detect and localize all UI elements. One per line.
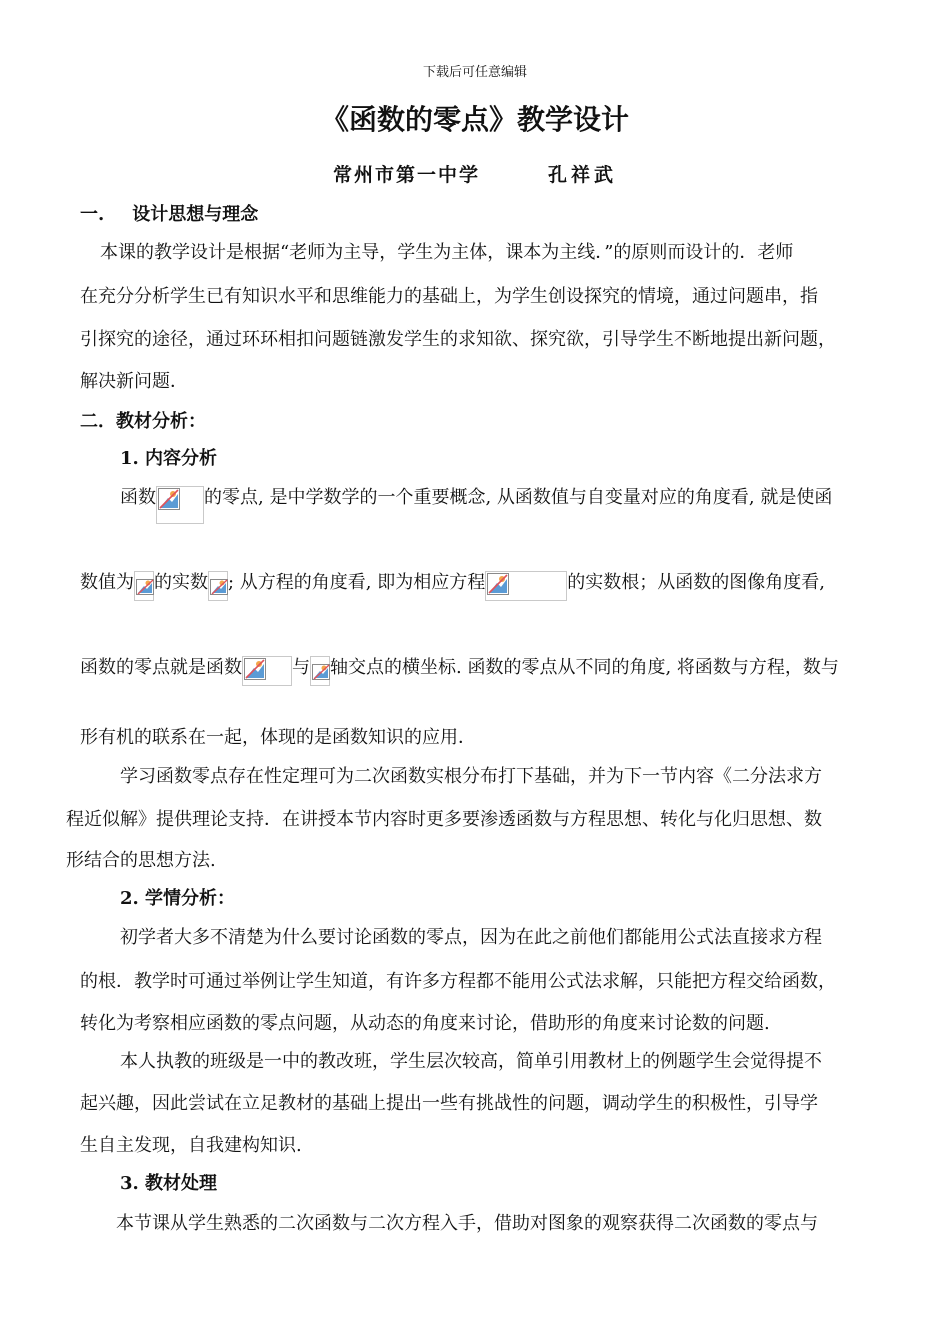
paragraph-line: 程近似解》提供理论支持．在讲授本节内容时更多要渗透函数与方程思想、转化与化归思想、数 [66, 809, 822, 830]
paragraph-line: 本人执教的班级是一中的教改班，学生层次较高，简单引用教材上的例题学生会觉得提不 [120, 1051, 822, 1072]
section1-heading-num: 一. [80, 204, 105, 225]
paragraph-line: 引探究的途径，通过环环相扣问题链激发学生的求知欲、探究欲，引导学生不断地提出新问题， [80, 329, 836, 350]
section2-heading: 二．教材分析： [80, 411, 206, 432]
section1-heading [80, 203, 258, 227]
content-line-2 [80, 571, 825, 601]
text-run: 轴交点的横坐标. 函数的零点从不同的角度, 将函数与方程，数与 [330, 657, 839, 678]
text-run: 数值为 [80, 572, 134, 593]
paragraph-line: 生自主发现，自我建构知识. [80, 1135, 302, 1156]
text-run: 的实数根；从函数的图像角度看, [567, 572, 825, 593]
paragraph-line: 初学者大多不清楚为什么要讨论函数的零点，因为在此之前他们都能用公式法直接求方程 [120, 927, 822, 948]
broken-image-icon [485, 571, 567, 601]
paragraph-line: 形结合的思想方法. [66, 850, 216, 871]
broken-image-icon [134, 571, 154, 601]
author-name: 孔祥武 [548, 164, 618, 186]
paragraph-line: 起兴趣，因此尝试在立足教材的基础上提出一些有挑战性的问题，调动学生的积极性，引导学 [80, 1093, 818, 1114]
paragraph-line: 的根．教学时可通过举例让学生知道，有许多方程都不能用公式法求解，只能把方程交给函数， [80, 971, 836, 992]
paragraph-line: 本课的教学设计是根据“老师为主导，学生为主体，课本为主线．”的原则而设计的．老师 [100, 242, 794, 263]
content-line-3 [80, 656, 839, 686]
author-school: 常州市第一中学 [332, 164, 480, 186]
paragraph-line: 本节课从学生熟悉的二次函数与二次方程入手，借助对图象的观察获得二次函数的零点与 [116, 1213, 818, 1234]
broken-image-icon [242, 656, 292, 686]
text-run: 的实数 [154, 572, 208, 593]
author-line [0, 163, 950, 187]
text-run: 与 [292, 657, 310, 678]
paragraph-line: 转化为考察相应函数的零点问题，从动态的角度来讨论，借助形的角度来讨论数的问题. [80, 1013, 770, 1034]
broken-image-icon [156, 486, 204, 524]
section1-heading-text: 设计思想与理念 [132, 204, 259, 225]
broken-image-icon [310, 656, 330, 686]
text-run: 的零点, 是中学数学的一个重要概念, 从函数值与自变量对应的角度看, 就是使函 [204, 487, 833, 508]
text-run: ; 从方程的角度看, 即为相应方程 [228, 572, 486, 593]
header-note: 下载后可任意编辑 [422, 65, 527, 80]
broken-image-icon [208, 571, 228, 601]
sub3-heading: 3. 教材处理 [120, 1173, 218, 1194]
page-title: 《函数的零点》教学设计 [320, 103, 629, 136]
sub1-heading: 1. 内容分析 [120, 448, 218, 469]
paragraph-line: 在充分分析学生已有知识水平和思维能力的基础上，为学生创设探究的情境，通过问题串，指 [80, 286, 818, 307]
paragraph-line: 学习函数零点存在性定理可为二次函数实根分布打下基础，并为下一节内容《二分法求方 [120, 766, 822, 787]
text-run: 函数 [120, 487, 156, 508]
text-run: 函数的零点就是函数 [80, 657, 242, 678]
paragraph-line: 解决新问题． [80, 371, 188, 392]
sub2-heading: 2. 学情分析： [120, 888, 236, 909]
content-line-4: 形有机的联系在一起，体现的是函数知识的应用． [80, 727, 476, 748]
content-line-1 [120, 486, 832, 524]
